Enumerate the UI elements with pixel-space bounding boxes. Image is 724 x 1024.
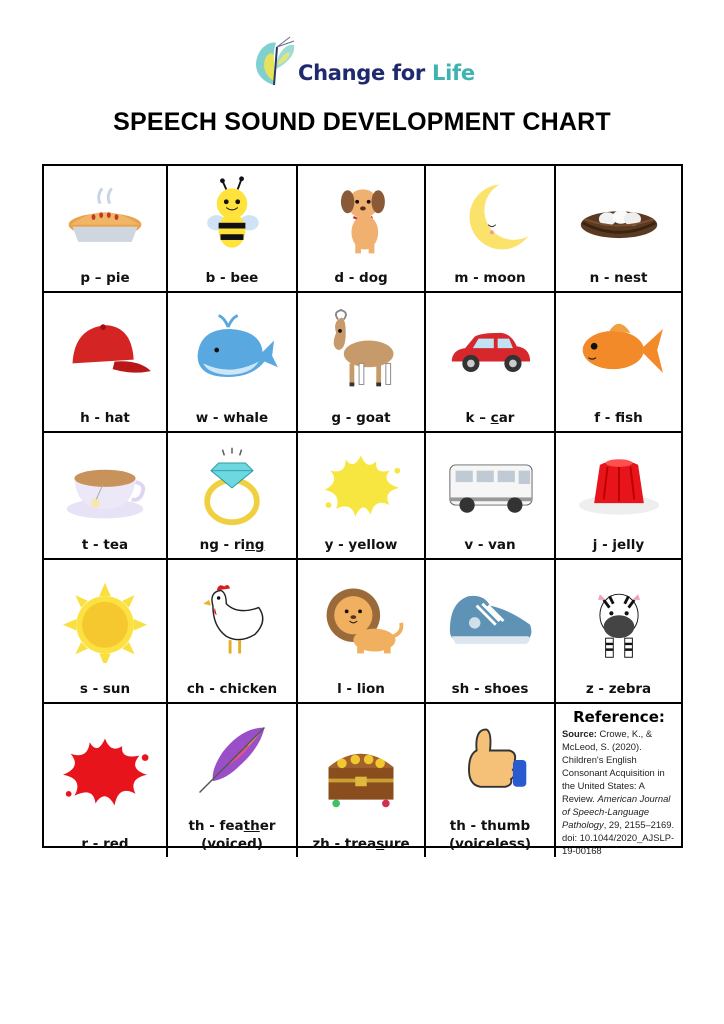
sound-card-bee xyxy=(168,166,298,293)
sound-card-shoes xyxy=(426,560,556,704)
sound-card-zebra xyxy=(556,560,681,704)
sound-card-jelly xyxy=(556,433,681,560)
moon-icon xyxy=(426,166,554,269)
sound-card-nest xyxy=(556,166,681,293)
sound-label: v - van xyxy=(464,537,516,553)
red-splat-icon xyxy=(44,704,166,835)
sun-icon xyxy=(44,560,166,680)
butterfly-icon xyxy=(250,35,302,93)
sound-label: th - feather (voiced) xyxy=(188,818,276,852)
sound-label: g - goat xyxy=(331,410,391,426)
pie-icon xyxy=(44,166,166,269)
sound-card-pie xyxy=(44,166,168,293)
tea-icon xyxy=(44,433,166,536)
car-icon xyxy=(426,293,554,409)
hat-icon xyxy=(44,293,166,409)
jelly-icon xyxy=(556,433,681,536)
sound-card-whale xyxy=(168,293,298,433)
dog-icon xyxy=(298,166,424,269)
sound-label: h - hat xyxy=(80,410,130,426)
sound-card-fish xyxy=(556,293,681,433)
sound-card-yellow xyxy=(298,433,426,560)
feather-icon xyxy=(168,704,296,817)
thumb-icon xyxy=(426,704,554,817)
sound-label: l - lion xyxy=(337,681,385,697)
reference-heading: Reference: xyxy=(573,708,665,726)
sound-card-feather xyxy=(168,704,298,857)
sound-label: zh - treasure xyxy=(312,836,410,852)
sound-label: j - jelly xyxy=(592,537,645,553)
sound-label: p – pie xyxy=(80,270,130,286)
sound-label: f - fish xyxy=(594,410,643,426)
nest-icon xyxy=(556,166,681,269)
sound-card-red xyxy=(44,704,168,857)
brand-name: Change for Life xyxy=(298,61,475,85)
sound-label: b - bee xyxy=(205,270,259,286)
sound-label: sh - shoes xyxy=(451,681,529,697)
sound-label: d - dog xyxy=(334,270,388,286)
sound-card-moon xyxy=(426,166,556,293)
page-title: SPEECH SOUND DEVELOPMENT CHART xyxy=(113,108,611,136)
bee-icon xyxy=(168,166,296,269)
ring-icon xyxy=(168,433,296,536)
yellow-splat-icon xyxy=(298,433,424,536)
sound-card-thumb xyxy=(426,704,556,857)
sound-label: ng - ring xyxy=(199,537,265,553)
lion-icon xyxy=(298,560,424,680)
sound-label: s - sun xyxy=(79,681,131,697)
sound-card-hat xyxy=(44,293,168,433)
sound-label: t - tea xyxy=(81,537,129,553)
sound-card-chicken xyxy=(168,560,298,704)
sound-card-treasure xyxy=(298,704,426,857)
reference-citation: Source: Crowe, K., & McLeod, S. (2020). Children's English Consonant Acquisition in the United States: A Review. American Journal of Speech-Language Pathology, 29, 2155–2169. doi: 10.1044/2020_AJSLP-19-00168 xyxy=(562,728,675,856)
sound-label: z - zebra xyxy=(585,681,652,697)
sound-label: m - moon xyxy=(454,270,526,286)
sound-card-ring xyxy=(168,433,298,560)
sound-label: th - thumb (voiceless) xyxy=(448,818,532,852)
reference-card xyxy=(556,704,681,857)
zebra-icon xyxy=(556,560,681,680)
sound-card-car xyxy=(426,293,556,433)
van-icon xyxy=(426,433,554,536)
sound-card-goat xyxy=(298,293,426,433)
sound-card-lion xyxy=(298,560,426,704)
chicken-icon xyxy=(168,560,296,680)
sound-label: ch - chicken xyxy=(186,681,278,697)
sound-label: k – car xyxy=(465,410,515,426)
sound-card-sun xyxy=(44,560,168,704)
sound-card-dog xyxy=(298,166,426,293)
treasure-icon xyxy=(298,704,424,835)
sound-card-van xyxy=(426,433,556,560)
goat-icon xyxy=(298,293,424,409)
whale-icon xyxy=(168,293,296,409)
sound-label: n - nest xyxy=(589,270,648,286)
shoes-icon xyxy=(426,560,554,680)
sound-label: r - red xyxy=(81,836,129,852)
brand-logo xyxy=(250,34,480,94)
sound-card-tea xyxy=(44,433,168,560)
sound-label: y - yellow xyxy=(324,537,398,553)
sound-label: w - whale xyxy=(195,410,269,426)
sound-chart-grid xyxy=(42,164,683,856)
fish-icon xyxy=(556,293,681,409)
